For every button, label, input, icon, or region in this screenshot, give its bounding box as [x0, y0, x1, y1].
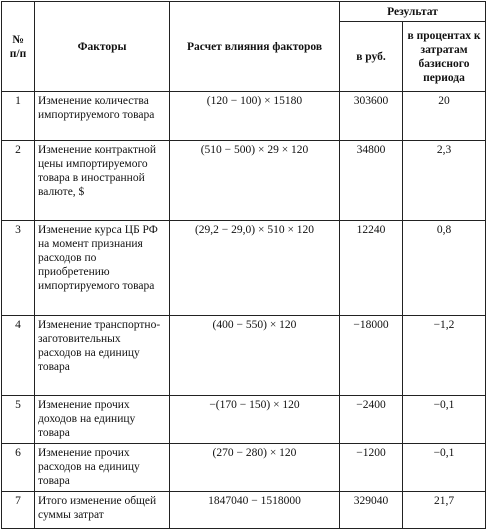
header-num [2, 2, 35, 92]
row-pct: −1,2 [403, 316, 486, 395]
row-num: 6 [2, 443, 35, 491]
row-rub: 34800 [340, 141, 403, 221]
row-factor: Изменение количества импортируемого товара [35, 92, 170, 141]
header-rub: в руб. [340, 22, 403, 92]
factors-table [1, 1, 486, 529]
row-calc: (510 − 500) × 29 × 120 [170, 141, 340, 221]
row-calc: (270 − 280) × 120 [170, 443, 340, 491]
row-num: 3 [2, 221, 35, 316]
row-calc: −(170 − 150) × 120 [170, 395, 340, 443]
row-calc: 1847040 − 1518000 [170, 491, 340, 528]
header-pct: в процентах к затратам базисного периода [403, 22, 486, 92]
row-pct: −0,1 [403, 395, 486, 443]
row-pct: 20 [403, 92, 486, 141]
header-row-top [2, 2, 486, 22]
table-row [2, 491, 486, 528]
row-factor: Изменение прочих расходов на единицу товара [35, 443, 170, 491]
table-row [2, 141, 486, 221]
row-factor: Изменение прочих доходов на единицу товара [35, 395, 170, 443]
row-rub: −18000 [340, 316, 403, 395]
row-num: 2 [2, 141, 35, 221]
row-rub: 12240 [340, 221, 403, 316]
row-rub: −2400 [340, 395, 403, 443]
row-pct: 0,8 [403, 221, 486, 316]
row-pct: 2,3 [403, 141, 486, 221]
header-num-label: п/п [9, 47, 27, 60]
table-row [2, 316, 486, 395]
row-num: 5 [2, 395, 35, 443]
row-calc: (29,2 − 29,0) × 510 × 120 [170, 221, 340, 316]
table-row [2, 395, 486, 443]
row-num: 7 [2, 491, 35, 528]
row-factor: Изменение транспортно-заготовительных расходов на единицу товара [35, 316, 170, 395]
row-num: 4 [2, 316, 35, 395]
header-calc: Расчет влияния факторов [170, 2, 340, 92]
row-rub: −1200 [340, 443, 403, 491]
row-rub: 303600 [340, 92, 403, 141]
row-factor: Итого изменение общей суммы затрат [35, 491, 170, 528]
header-factors: Факторы [35, 2, 170, 92]
row-factor: Изменение курса ЦБ РФ на момент признания расходов по приобретению импортируемого товара [35, 221, 170, 316]
row-pct: 21,7 [403, 491, 486, 528]
table-row [2, 443, 486, 491]
row-rub: 329040 [340, 491, 403, 528]
row-calc: (120 − 100) × 15180 [170, 92, 340, 141]
row-num: 1 [2, 92, 35, 141]
row-pct: −0,1 [403, 443, 486, 491]
table-row [2, 221, 486, 316]
row-factor: Изменение контрактной цены импортируемого товара в иностранной валюте, $ [35, 141, 170, 221]
header-num-symbol: № [12, 33, 24, 46]
table-row [2, 92, 486, 141]
header-result: Результат [340, 2, 486, 22]
row-calc: (400 − 550) × 120 [170, 316, 340, 395]
